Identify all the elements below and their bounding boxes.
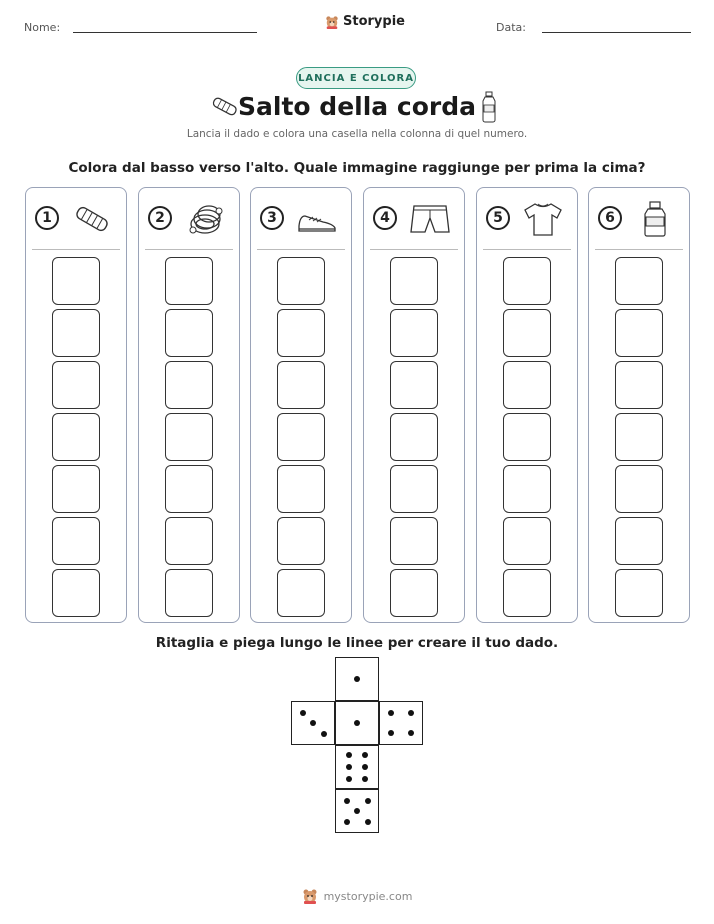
brand-name: Storypie: [343, 14, 405, 29]
die-pip: [346, 764, 352, 770]
die-pip: [365, 819, 371, 825]
column-divider: [483, 249, 571, 250]
color-box[interactable]: [615, 517, 663, 565]
activity-tag: LANCIA E COLORA: [296, 67, 416, 89]
color-box[interactable]: [390, 413, 438, 461]
date-field-line[interactable]: [542, 32, 691, 33]
color-box[interactable]: [277, 517, 325, 565]
column-number: 3: [260, 206, 284, 230]
color-box[interactable]: [165, 309, 213, 357]
die-pip: [408, 710, 414, 716]
color-box[interactable]: [165, 361, 213, 409]
color-box[interactable]: [52, 257, 100, 305]
color-box[interactable]: [52, 413, 100, 461]
bear-logo-icon: [325, 15, 339, 29]
color-box[interactable]: [52, 517, 100, 565]
column-number: 2: [148, 206, 172, 230]
footer-url: mystorypie.com: [323, 889, 413, 903]
die-face-6: [335, 745, 379, 789]
chalk-icon: [70, 200, 114, 238]
color-box[interactable]: [52, 465, 100, 513]
color-box[interactable]: [390, 569, 438, 617]
color-box[interactable]: [503, 257, 551, 305]
column-divider: [257, 249, 345, 250]
die-pip: [346, 776, 352, 782]
color-box[interactable]: [390, 309, 438, 357]
column-2: [138, 187, 240, 623]
die-pip: [310, 720, 316, 726]
die-pip: [362, 764, 368, 770]
die-pip: [354, 676, 360, 682]
color-box[interactable]: [165, 517, 213, 565]
column-divider: [32, 249, 120, 250]
color-box[interactable]: [503, 413, 551, 461]
color-box[interactable]: [503, 309, 551, 357]
color-box[interactable]: [52, 309, 100, 357]
color-box[interactable]: [390, 465, 438, 513]
column-number: 5: [486, 206, 510, 230]
color-box[interactable]: [165, 413, 213, 461]
color-box[interactable]: [503, 361, 551, 409]
column-4: [363, 187, 465, 623]
color-box[interactable]: [615, 413, 663, 461]
die-pip: [344, 798, 350, 804]
die-pip: [408, 730, 414, 736]
column-divider: [370, 249, 458, 250]
color-box[interactable]: [52, 361, 100, 409]
color-box[interactable]: [615, 309, 663, 357]
color-box[interactable]: [615, 257, 663, 305]
color-box[interactable]: [390, 517, 438, 565]
column-divider: [145, 249, 233, 250]
cut-instruction: Ritaglia e piega lungo le linee per creare il tuo dado.: [155, 635, 559, 651]
die-pip: [354, 720, 360, 726]
die-face-4: [379, 701, 423, 745]
color-box[interactable]: [277, 569, 325, 617]
die-pip: [388, 730, 394, 736]
column-5: [476, 187, 578, 623]
die-pip: [388, 710, 394, 716]
die-pip: [344, 819, 350, 825]
column-6: [588, 187, 690, 623]
die-face-3: [291, 701, 335, 745]
die-pip: [354, 808, 360, 814]
color-box[interactable]: [277, 413, 325, 461]
die-face-5: [335, 789, 379, 833]
sneaker-icon: [295, 200, 339, 238]
color-box[interactable]: [52, 569, 100, 617]
column-number: 1: [35, 206, 59, 230]
water-bottle-icon: [633, 200, 677, 238]
color-box[interactable]: [277, 309, 325, 357]
page-title: Salto della corda: [238, 92, 476, 121]
shorts-icon: [408, 200, 452, 238]
brand-logo: [325, 14, 405, 29]
tshirt-icon: [521, 200, 565, 238]
die-pip: [321, 731, 327, 737]
die-face-1: [335, 657, 379, 701]
die-pip: [362, 776, 368, 782]
color-box[interactable]: [277, 465, 325, 513]
color-box[interactable]: [165, 569, 213, 617]
color-box[interactable]: [615, 569, 663, 617]
name-field-line[interactable]: [73, 32, 257, 33]
coloring-instruction: Colora dal basso verso l'alto. Quale immagine raggiunge per prima la cima?: [68, 160, 646, 176]
color-box[interactable]: [615, 465, 663, 513]
footer: [0, 888, 714, 904]
column-number: 4: [373, 206, 397, 230]
column-3: [250, 187, 352, 623]
die-pip: [300, 710, 306, 716]
color-box[interactable]: [390, 257, 438, 305]
subtitle: Lancia il dado e colora una casella nella colonna di quel numero.: [186, 128, 528, 140]
color-box[interactable]: [503, 569, 551, 617]
die-face-1: [335, 701, 379, 745]
color-box[interactable]: [615, 361, 663, 409]
column-number: 6: [598, 206, 622, 230]
color-box[interactable]: [277, 257, 325, 305]
die-pip: [362, 752, 368, 758]
column-1: [25, 187, 127, 623]
date-label: Data:: [496, 21, 526, 34]
rope-icon: [183, 200, 227, 238]
column-divider: [595, 249, 683, 250]
color-box[interactable]: [503, 465, 551, 513]
color-box[interactable]: [165, 257, 213, 305]
color-box[interactable]: [390, 361, 438, 409]
bear-logo-icon: [302, 888, 318, 904]
name-label: Nome:: [24, 21, 61, 34]
die-pip: [365, 798, 371, 804]
color-box[interactable]: [165, 465, 213, 513]
color-box[interactable]: [503, 517, 551, 565]
color-box[interactable]: [277, 361, 325, 409]
water-bottle-icon: [481, 91, 497, 123]
die-pip: [346, 752, 352, 758]
